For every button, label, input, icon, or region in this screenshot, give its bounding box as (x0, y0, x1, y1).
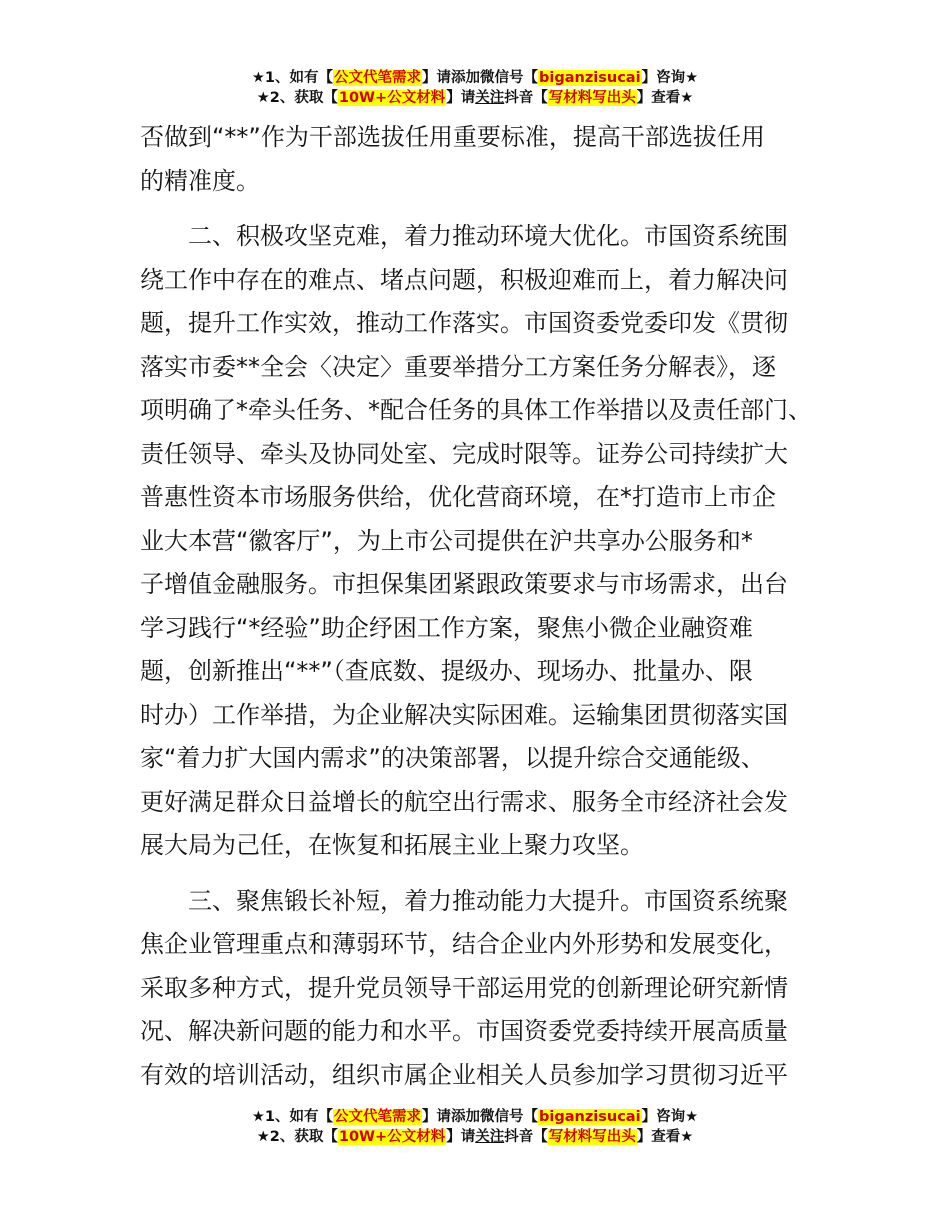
highlight-service: 公文代笔需求 (334, 1109, 422, 1125)
highlight-materials: 10W+公文材料 (338, 1129, 446, 1145)
banner-emphasis: 关注 (475, 1129, 505, 1145)
banner-text: 抖音【 (504, 1129, 548, 1145)
banner-line-1 (0, 68, 950, 88)
text-line: 业大本营“徽客厅”，为上市公司提供在沪共享办公服务和* (140, 526, 753, 555)
text-line: 况、解决新问题的能力和水平。市国资委党委持续开展高质量 (140, 1017, 788, 1045)
text-line: 题，提升工作实效，推动工作落实。市国资委党委印发《贯彻 (140, 309, 788, 337)
text-line: 学习践行“*经验”助企纾困工作方案，聚焦小微企业融资难 (140, 613, 753, 642)
banner-text: 微信号【 (480, 70, 539, 86)
highlight-materials: 10W+公文材料 (338, 90, 446, 106)
banner-text: 】查看★ (636, 90, 694, 106)
banner-text: ★1、如有【 (251, 1109, 334, 1125)
banner-text: ★2、获取【 (256, 90, 338, 106)
text-line: 子增值金融服务。市担保集团紧跟政策要求与市场需求，出台 (140, 570, 788, 598)
header-banner (0, 68, 950, 108)
highlight-douyin-account: 写材料写出头 (548, 1129, 636, 1145)
text-line: 二、积极攻坚克难，着力推动环境大优化。市国资系统围 (188, 222, 788, 250)
banner-text: ★2、获取【 (256, 1129, 338, 1145)
banner-emphasis: 添加 (451, 70, 481, 86)
text-line: 题，创新推出“**”（查底数、提级办、现场办、批量办、限 (140, 657, 753, 685)
document-body (140, 116, 812, 1097)
text-line: 时办）工作举措，为企业解决实际困难。运输集团贯彻落实国 (140, 700, 788, 729)
banner-line-2 (0, 1127, 950, 1147)
text-line: 否做到“**”作为干部选拔任用重要标准，提高干部选拔任用 (140, 123, 765, 151)
text-line: 的精准度。 (140, 166, 260, 195)
paragraph-3 (140, 880, 812, 1098)
banner-text: 】咨询★ (641, 70, 699, 86)
text-line: 绕工作中存在的难点、堵点问题，积极迎难而上，着力解决问 (140, 265, 788, 294)
banner-text: 】请 (446, 1129, 476, 1145)
highlight-wechat-id: biganzisucai (539, 70, 641, 86)
text-line: 有效的培训活动，组织市属企业相关人员参加学习贯彻习近平 (140, 1060, 788, 1089)
banner-line-2 (0, 88, 950, 108)
paragraph-2 (140, 215, 812, 868)
banner-line-1 (0, 1107, 950, 1127)
banner-text: 微信号【 (480, 1109, 539, 1125)
banner-text: ★1、如有【 (251, 70, 334, 86)
text-line: 落实市委**全会〈决定〉重要举措分工方案任务分解表》，逐 (140, 352, 776, 381)
text-line: 展大局为己任，在恢复和拓展主业上聚力攻坚。 (140, 831, 644, 859)
banner-emphasis: 关注 (475, 90, 505, 106)
text-line: 家“着力扩大国内需求”的决策部署，以提升综合交通能级、 (140, 744, 765, 772)
text-line: 更好满足群众日益增长的航空出行需求、服务全市经济社会发 (140, 787, 788, 816)
paragraph-1 (140, 116, 812, 203)
text-line: 责任领导、牵头及协同处室、完成时限等。证券公司持续扩大 (140, 439, 788, 468)
text-line: 普惠性资本市场服务供给，优化营商环境，在*打造市上市企 (140, 483, 776, 511)
banner-text: 抖音【 (504, 90, 548, 106)
banner-text: 】咨询★ (641, 1109, 699, 1125)
banner-text: 】请 (446, 90, 476, 106)
highlight-wechat-id: biganzisucai (539, 1109, 641, 1125)
footer-banner (0, 1107, 950, 1147)
text-line: 项明确了*牵头任务、*配合任务的具体工作举措以及责任部门、 (140, 396, 812, 424)
banner-emphasis: 添加 (451, 1109, 481, 1125)
banner-text: 】请 (422, 1109, 452, 1125)
text-line: 三、聚焦锻长补短，着力推动能力大提升。市国资系统聚 (188, 886, 788, 915)
banner-text: 】查看★ (636, 1129, 694, 1145)
banner-text: 】请 (422, 70, 452, 86)
text-line: 采取多种方式，提升党员领导干部运用党的创新理论研究新情 (140, 973, 788, 1002)
highlight-douyin-account: 写材料写出头 (548, 90, 636, 106)
text-line: 焦企业管理重点和薄弱环节，结合企业内外形势和发展变化， (140, 930, 788, 958)
highlight-service: 公文代笔需求 (334, 70, 422, 86)
